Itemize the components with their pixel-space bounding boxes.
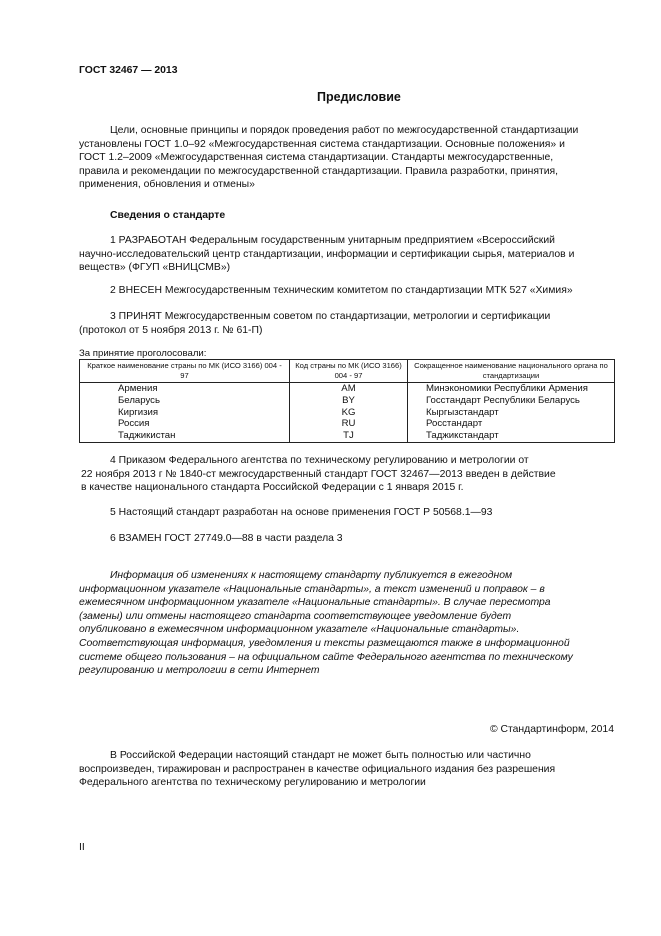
country-cell: Киргизия xyxy=(80,407,290,419)
item-1 xyxy=(79,234,614,275)
table-header-country: Краткое наименование страны по МК (ИСО 3166) 004 - 97 xyxy=(80,360,290,383)
notice-line: регулированию и метрологии в сети Интернет xyxy=(79,665,320,677)
table-row xyxy=(80,430,615,442)
notice-paragraph xyxy=(79,569,614,678)
item-4 xyxy=(81,454,616,495)
notice-line: Информация об изменениях к настоящему стандарту публикуется в ежегодном xyxy=(110,570,513,581)
intro-line: Цели, основные принципы и порядок проведения работ по межгосударственной стандартизации xyxy=(110,125,579,136)
item-4-line: в качестве национального стандарта Российской Федерации с 1 января 2015 г. xyxy=(81,482,464,494)
country-cell: Россия xyxy=(80,418,290,430)
table-row xyxy=(80,407,615,419)
rights-line: В Российской Федерации настоящий стандарт не может быть полностью или частично xyxy=(110,750,531,761)
intro-line: ГОСТ 1.2–2009 «Межгосударственная система стандартизации. Стандарты межгосударственные, xyxy=(79,152,554,164)
code-cell: KG xyxy=(290,407,408,419)
code-cell: BY xyxy=(290,395,408,407)
country-cell: Армения xyxy=(80,383,290,395)
table-row xyxy=(80,395,615,407)
intro-line: правила и рекомендации по межгосударственной стандартизации. Правила разработки, принятия, xyxy=(79,165,559,177)
item-1-line: веществ» (ФГУП «ВНИЦСМВ») xyxy=(79,262,231,274)
code-cell: AM xyxy=(290,383,408,395)
notice-line: опубликовано в ежемесячном информационном указателе «Национальные стандарты». xyxy=(79,624,520,636)
notice-line: Соответствующая информация, уведомления и тексты размещаются также в информационной xyxy=(79,637,570,649)
table-header-body: Сокращенное наименование национального органа по стандартизации xyxy=(408,360,615,383)
rights-line: воспроизведен, тиражирован и распространен в качестве официального издания без разрешения xyxy=(79,763,556,775)
notice-line: ежемесячном информационном указателе «Национальные стандарты». В случае пересмотра xyxy=(79,597,551,609)
copyright: © Стандартинформ, 2014 xyxy=(489,724,614,735)
country-cell: Беларусь xyxy=(80,395,290,407)
body-cell: Росстандарт xyxy=(408,418,615,430)
item-2: 2 ВНЕСЕН Межгосударственным техническим комитетом по стандартизации МТК 527 «Химия» xyxy=(110,285,573,296)
page-number: II xyxy=(79,842,85,853)
rights-paragraph xyxy=(79,749,614,790)
rights-line: Федерального агентства по техническому регулированию и метрологии xyxy=(79,777,426,789)
item-1-line: 1 РАЗРАБОТАН Федеральным государственным унитарным предприятием «Всероссийский xyxy=(110,235,555,246)
item-4-line: 4 Приказом Федерального агентства по техническому регулированию и метрологии от xyxy=(110,455,529,466)
notice-line: системе общего пользования – на официальном сайте Федерального агентства по техническому xyxy=(79,651,573,663)
voting-table xyxy=(79,359,615,443)
item-5: 5 Настоящий стандарт разработан на основе применения ГОСТ Р 50568.1—93 xyxy=(110,507,493,518)
notice-line: (замены) или отмены настоящего стандарта соответствующее уведомление будет xyxy=(79,610,512,622)
body-cell: Госстандарт Республики Беларусь xyxy=(408,395,615,407)
intro-line: применения, обновления и отмены» xyxy=(79,179,255,191)
item-3-line: (протокол от 5 ноября 2013 г. № 61-П) xyxy=(79,324,263,336)
country-cell: Таджикистан xyxy=(80,430,290,442)
body-cell: Таджикстандарт xyxy=(408,430,615,442)
item-1-line: научно-исследовательский центр стандартизации, информации и сертификации сырья, материалов и xyxy=(79,248,575,260)
table-caption: За принятие проголосовали: xyxy=(79,348,207,359)
intro-paragraph xyxy=(79,124,614,192)
table-header-row xyxy=(80,360,615,383)
item-4-line: 22 ноября 2013 г № 1840-ст межгосударственный стандарт ГОСТ 32467—2013 введен в действие xyxy=(81,468,556,480)
code-cell: TJ xyxy=(290,430,408,442)
table-row xyxy=(80,418,615,430)
body-cell: Минэкономики Республики Армения xyxy=(408,383,615,395)
page-title: Предисловие xyxy=(317,90,401,104)
code-cell: RU xyxy=(290,418,408,430)
info-heading: Сведения о стандарте xyxy=(110,210,226,221)
table-header-code: Код страны по МК (ИСО 3166) 004 - 97 xyxy=(290,360,408,383)
item-3 xyxy=(79,310,614,337)
item-3-line: 3 ПРИНЯТ Межгосударственным советом по стандартизации, метрологии и сертификации xyxy=(110,311,551,322)
document-number: ГОСТ 32467 — 2013 xyxy=(79,65,178,76)
notice-line: информационном указателе «Национальные стандарты», а текст изменений и поправок – в xyxy=(79,583,545,595)
table-row xyxy=(80,383,615,395)
item-6: 6 ВЗАМЕН ГОСТ 27749.0—88 в части раздела 3 xyxy=(110,533,343,544)
intro-line: установлены ГОСТ 1.0–92 «Межгосударственная система стандартизации. Основные положения» и xyxy=(79,138,565,150)
body-cell: Кыргызстандарт xyxy=(408,407,615,419)
